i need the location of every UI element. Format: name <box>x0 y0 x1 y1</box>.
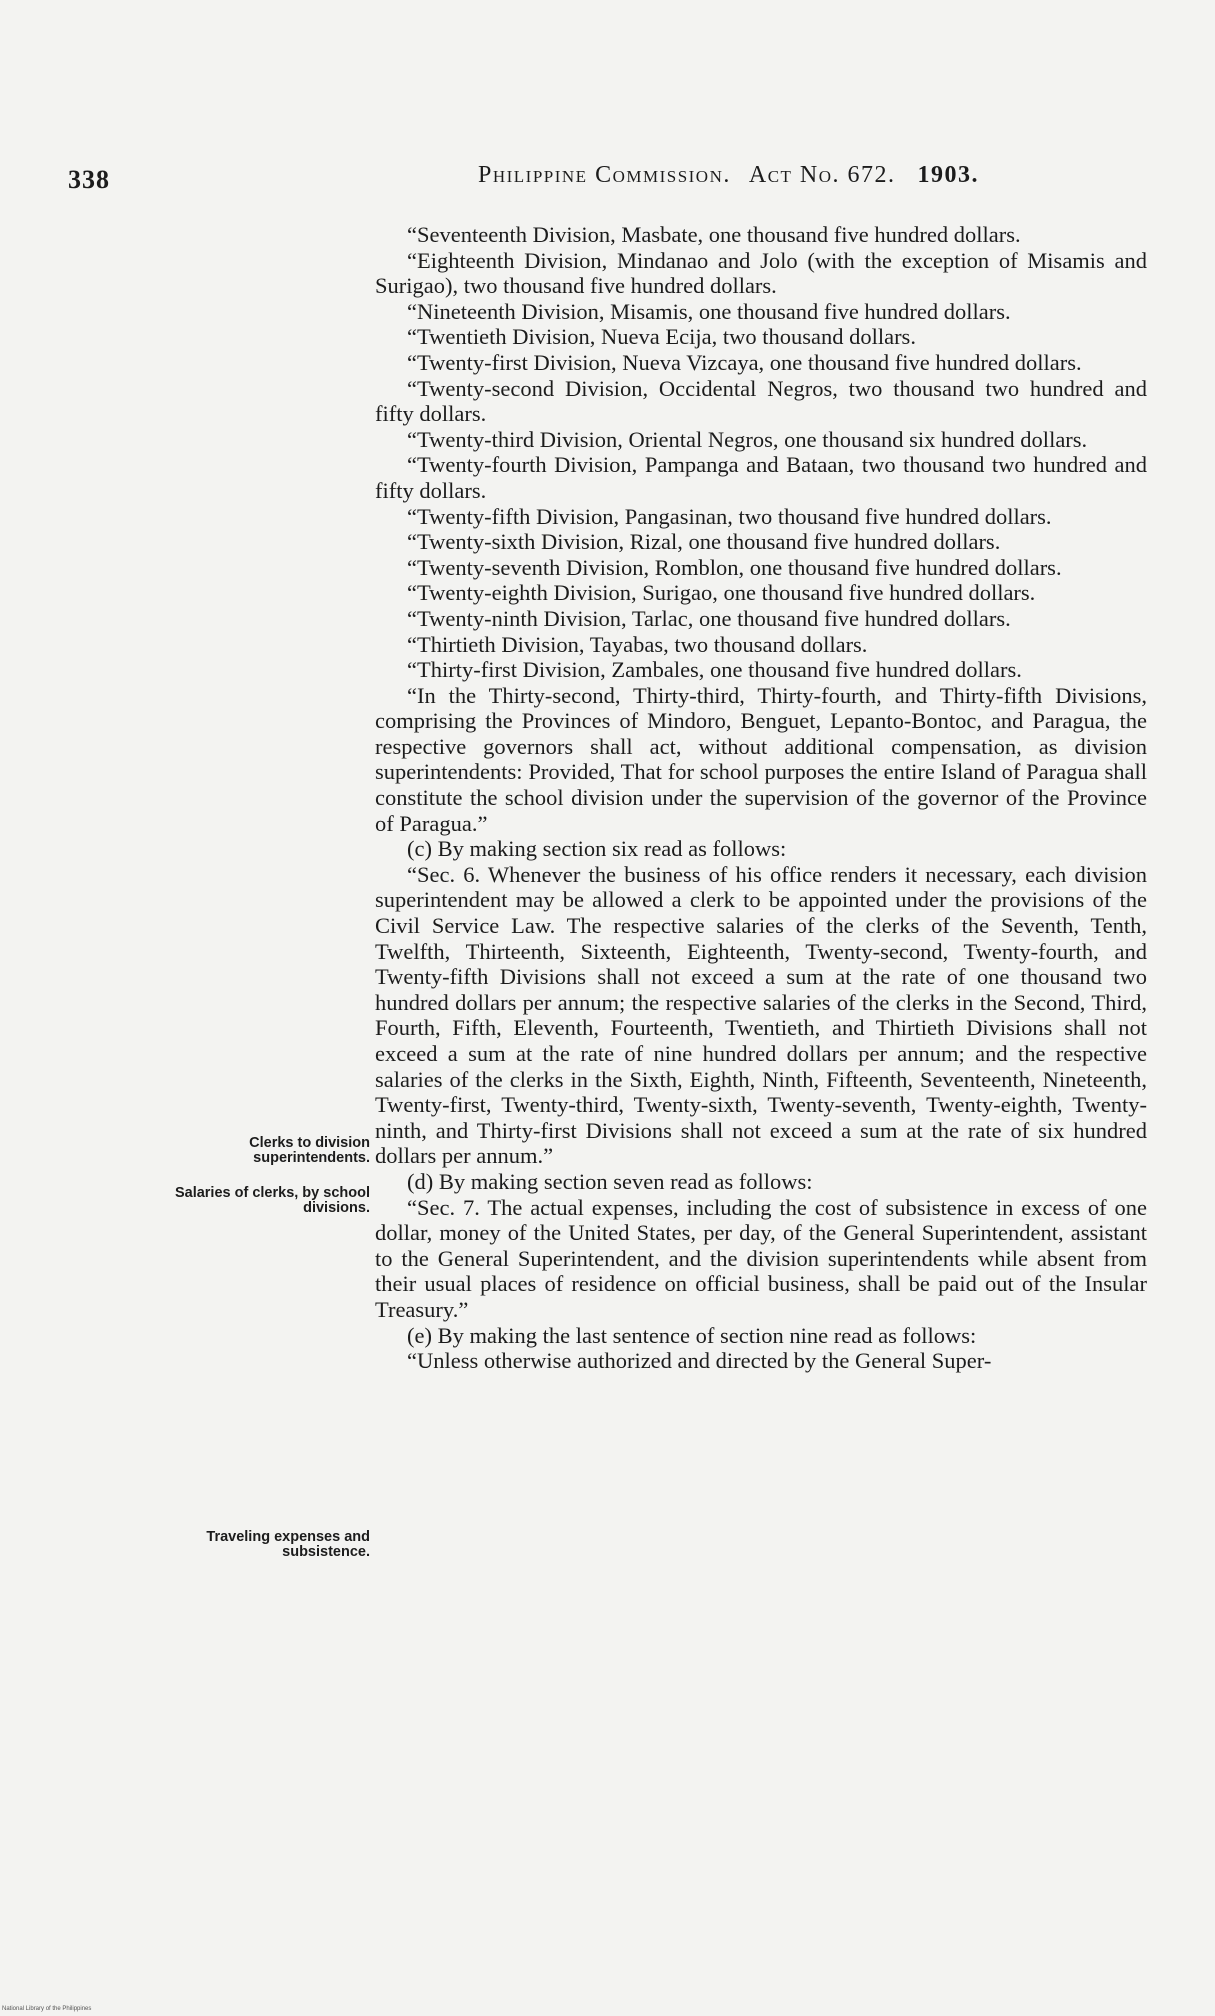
paragraph: “Twenty-third Division, Oriental Negros, one thousand six hundred dollars. <box>407 426 1088 452</box>
margin-note-salaries: Salaries of clerks, by school divisions. <box>174 1185 370 1216</box>
act-number: Act No. 672. <box>748 162 896 188</box>
paragraph: “Eighteenth Division, Mindanao and Jolo (with the exception of Misamis and Surigao), two thousand five hundred dollars. <box>375 247 1147 299</box>
paragraph: “Twenty-fifth Division, Pangasinan, two thousand five hundred dollars. <box>407 503 1052 529</box>
paragraph: “Twenty-sixth Division, Rizal, one thousand five hundred dollars. <box>407 529 1001 555</box>
paragraph: “Twenty-fourth Division, Pampanga and Bataan, two thousand two hundred and fifty dollars. <box>375 452 1147 503</box>
page-number: 338 <box>68 165 110 194</box>
paragraph-amendment-e: (e) By making the last sentence of section nine read as follows: <box>407 1322 977 1348</box>
paragraph-amendment-c: (c) By making section six read as follows: <box>407 836 787 862</box>
margin-note-clerks: Clerks to division superintendents. <box>249 1135 370 1166</box>
footer-tag: National Library of the Philippines <box>2 2006 92 2012</box>
body-text <box>375 222 1147 1374</box>
paragraph: “Twenty-seventh Division, Romblon, one thousand five hundred dollars. <box>407 554 1062 580</box>
paragraph: “Twenty-eighth Division, Surigao, one thousand five hundred dollars. <box>407 580 1036 606</box>
paragraph: “Twenty-first Division, Nueva Vizcaya, one thousand five hundred dollars. <box>407 349 1082 375</box>
paragraph-section-6: “Sec. 6. Whenever the business of his office renders it necessary, each division superintendent may be allowed a clerk to be appointed under the provisions of the Civil Service Law. The respective salaries of the clerks of the Seventh, Tenth, Twelfth, Thirteenth, Sixteenth, Eighteenth, Twenty-second, Twenty-fourth, and Twenty-fifth Divisions shall not exceed a sum at the rate of one thousand two hundred dollars per annum; the respective salaries of the clerks in the Second, Third, Fourth, Fifth, Eleventh, Fourteenth, Twentieth, and Thirtieth Divisions shall not exceed a sum at the rate of nine hundred dollars per annum; and the respective salaries of the clerks in the Sixth, Eighth, Ninth, Fifteenth, Seventeenth, Nineteenth, Twenty-first, Twenty-third, Twenty-sixth, Twenty-seventh, Twenty-eighth, Twenty-ninth, and Thirty-first Divisions shall not exceed a sum at the rate of six hundred dollars per annum.” <box>375 861 1147 1169</box>
paragraph: “Nineteenth Division, Misamis, one thousand five hundred dollars. <box>407 298 1011 324</box>
paragraph-section-7: “Sec. 7. The actual expenses, including the cost of subsistence in excess of one dollar, money of the United States, per day, of the General Superintendent, assistant to the General Superintendent, and the division superintendents while absent from their usual places of residence on official business, shall be paid out of the Insular Treasury.” <box>375 1194 1147 1322</box>
year: 1903. <box>917 162 980 188</box>
running-title: Philippine Commission. <box>478 162 731 188</box>
paragraph: “Seventeenth Division, Masbate, one thousand five hundred dollars. <box>407 222 1021 247</box>
paragraph-proviso: “In the Thirty-second, Thirty-third, Thirty-fourth, and Thirty-fifth Divisions, comprising the Provinces of Mindoro, Benguet, Lepanto-Bontoc, and Paragua, the respective governors shall act, without additional compensation, as division superintendents: Provided, That for school purposes the entire Island of Paragua shall constitute the school division under the supervision of the governor of the Province of Paragua.” <box>375 682 1147 836</box>
paragraph: “Thirtieth Division, Tayabas, two thousand dollars. <box>407 631 868 657</box>
paragraph-amendment-d: (d) By making section seven read as follows: <box>407 1168 813 1194</box>
paragraph: “Twenty-ninth Division, Tarlac, one thousand five hundred dollars. <box>407 605 1011 631</box>
paragraph: “Twentieth Division, Nueva Ecija, two thousand dollars. <box>407 324 916 350</box>
paragraph: “Thirty-first Division, Zambales, one thousand five hundred dollars. <box>407 657 1022 683</box>
running-head <box>478 162 979 189</box>
paragraph: “Twenty-second Division, Occidental Negros, two thousand two hundred and fifty dollars. <box>375 375 1147 427</box>
paragraph: “Unless otherwise authorized and directed by the General Super- <box>407 1348 992 1374</box>
margin-note-traveling: Traveling expenses and subsistence. <box>206 1529 370 1560</box>
